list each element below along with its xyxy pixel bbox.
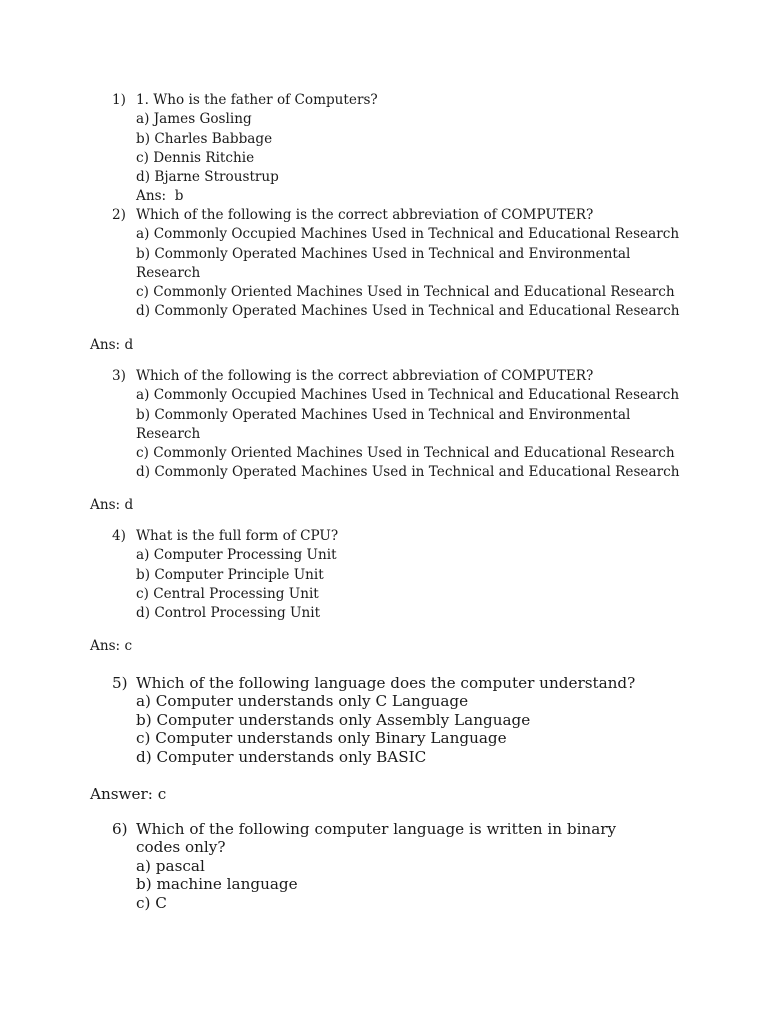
option-a: a) Commonly Occupied Machines Used in Technical and Educational Research [136, 387, 680, 404]
option-c: c) Computer understands only Binary Language [136, 729, 507, 748]
question-2 [112, 206, 712, 322]
option-d: d) Control Processing Unit [136, 605, 321, 622]
option-c: c) Dennis Ritchie [136, 149, 255, 166]
question-number: 3) [112, 368, 126, 384]
question-5 [112, 674, 712, 766]
answer-2: Ans: d [90, 337, 134, 353]
option-a: a) Commonly Occupied Machines Used in Technical and Educational Research [136, 226, 680, 243]
question-text: Which of the following is the correct abbreviation of COMPUTER? [136, 207, 594, 223]
option-b: b) Computer understands only Assembly Language [136, 710, 531, 729]
option-b: b) Charles Babbage [136, 130, 273, 147]
option-a: a) pascal [136, 856, 205, 875]
question-1 [112, 91, 712, 207]
question-number: 1) [112, 92, 126, 108]
option-b: b) Commonly Operated Machines Used in Technical and Environmental Research [136, 245, 631, 281]
option-c: c) Commonly Oriented Machines Used in Technical and Educational Research [136, 445, 675, 462]
option-c: c) Commonly Oriented Machines Used in Technical and Educational Research [136, 284, 675, 301]
option-d: d) Bjarne Stroustrup [136, 169, 279, 186]
question-6 [112, 820, 712, 912]
question-number: 6) [112, 820, 128, 838]
question-3 [112, 367, 712, 483]
inline-answer: Ans: b [136, 188, 184, 205]
question-text: Which of the following computer language is written in binary codes only? [136, 820, 617, 857]
option-b: b) Commonly Operated Machines Used in Technical and Environmental Research [136, 406, 631, 442]
option-d: d) Commonly Operated Machines Used in Technical and Educational Research [136, 303, 680, 320]
answer-5: Answer: c [90, 785, 167, 803]
question-text: Which of the following language does the computer understand? [136, 674, 636, 692]
option-d: d) Commonly Operated Machines Used in Technical and Educational Research [136, 464, 680, 481]
question-number: 2) [112, 207, 126, 223]
question-number: 5) [112, 674, 128, 692]
option-a: a) Computer Processing Unit [136, 547, 337, 564]
answer-4: Ans: c [90, 638, 133, 654]
option-a: a) James Gosling [136, 111, 252, 128]
option-d: d) Computer understands only BASIC [136, 747, 427, 766]
question-text: Which of the following is the correct abbreviation of COMPUTER? [136, 368, 594, 384]
question-number: 4) [112, 528, 126, 544]
option-a: a) Computer understands only C Language [136, 692, 469, 711]
option-c: c) C [136, 893, 167, 912]
question-text: What is the full form of CPU? [136, 528, 339, 544]
option-b: b) machine language [136, 875, 298, 894]
answer-3: Ans: d [90, 497, 134, 513]
option-c: c) Central Processing Unit [136, 585, 319, 602]
question-4 [112, 527, 712, 623]
question-text: 1. Who is the father of Computers? [136, 92, 378, 108]
option-b: b) Computer Principle Unit [136, 566, 324, 583]
